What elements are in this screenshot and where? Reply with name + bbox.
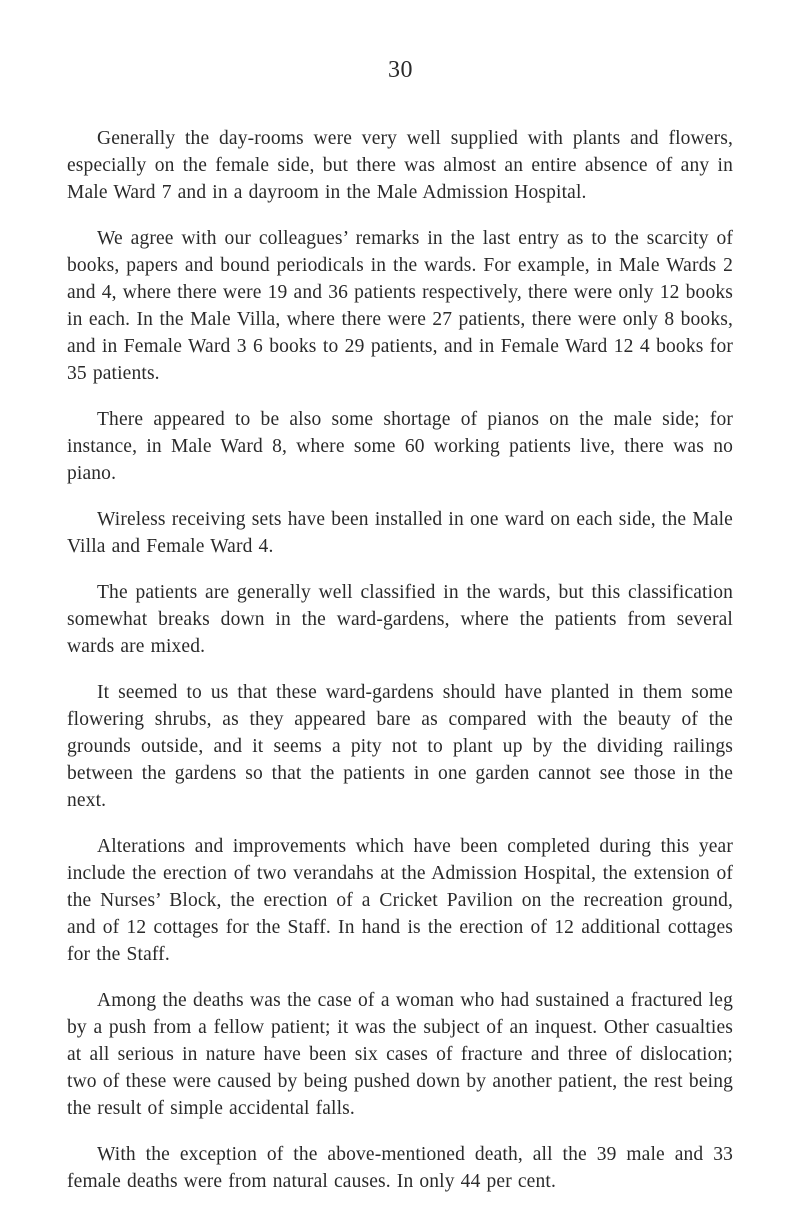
page-number: 30 <box>388 57 413 83</box>
paragraph-day-rooms: Generally the day-rooms were very well supplied with plants and flowers, especially on the female side, but there was almost an entire absence of any in Male Ward 7 and in a dayroom in the Male Admission Hospital. <box>67 128 733 203</box>
paragraph-natural-causes: With the exception of the above-mentioned death, all the 39 male and 33 female deaths were from natural causes. In only 44 per cent. <box>67 1144 733 1192</box>
paragraph-wireless: Wireless receiving sets have been installed in one ward on each side, the Male Villa and Female Ward 4. <box>67 509 733 557</box>
paragraph-deaths-casualties: Among the deaths was the case of a woman who had sustained a fractured leg by a push from a fellow patient; it was the subject of an inquest. Other casualties at all serious in nature have been six cases of fracture and three of dislocation; two of these were caused by being pushed down by another patient, the rest being the result of simple accidental falls. <box>67 990 733 1119</box>
paragraph-classification: The patients are generally well classified in the wards, but this classification somewhat breaks down in the ward-gardens, where the patients from several wards are mixed. <box>67 582 733 657</box>
paragraph-ward-gardens: It seemed to us that these ward-gardens should have planted in them some flowering shrubs, as they appeared bare as compared with the beauty of the grounds outside, and it seems a pity not to plant up by the dividing railings between the gardens so that the patients in one garden cannot see those in the next. <box>67 682 733 811</box>
paragraph-pianos: There appeared to be also some shortage of pianos on the male side; for instance, in Male Ward 8, where some 60 working patients live, there was no piano. <box>67 409 733 484</box>
paragraph-alterations: Alterations and improvements which have been completed during this year include the erection of two verandahs at the Admission Hospital, the extension of the Nurses’ Block, the erection of a Cricket Pavilion on the recreation ground, and of 12 cottages for the Staff. In hand is the erection of 12 additional cottages for the Staff. <box>67 836 733 965</box>
body-text <box>67 125 733 1214</box>
paragraph-books-scarcity: We agree with our colleagues’ remarks in the last entry as to the scarcity of books, papers and bound periodicals in the wards. For example, in Male Wards 2 and 4, where there were 19 and 36 patients respectively, there were only 12 books in each. In the Male Villa, where there were 27 patients, there were only 8 books, and in Female Ward 3 6 books to 29 patients, and in Female Ward 12 4 books for 35 patients. <box>67 228 733 384</box>
